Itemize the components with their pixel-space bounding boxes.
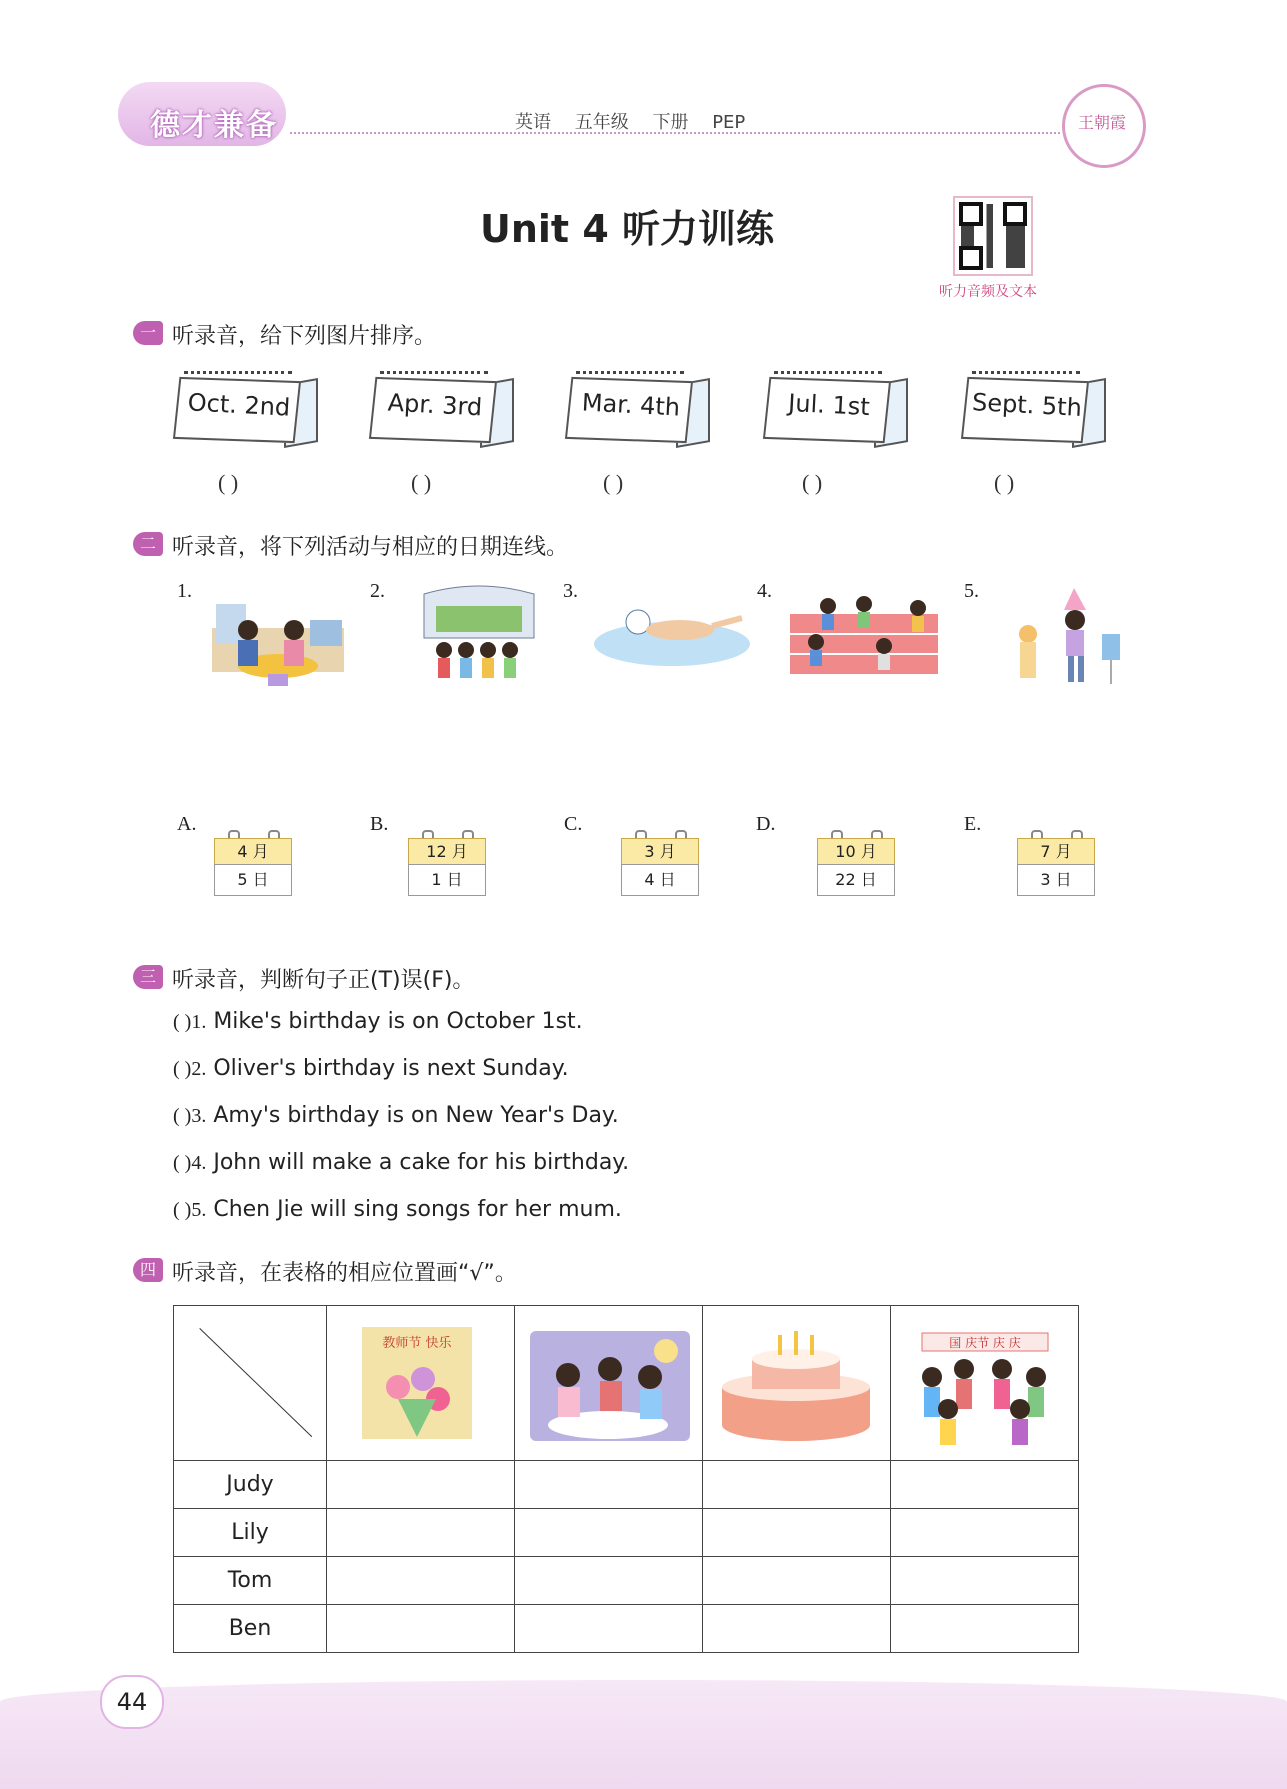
date-letter: A. (177, 813, 197, 835)
check-cell[interactable] (703, 1605, 891, 1653)
answer-blank[interactable]: ( ) (173, 1058, 192, 1080)
date-letter: D. (756, 813, 776, 835)
statement: Mike's birthday is on October 1st. (213, 1009, 583, 1034)
picture-number: 2. (370, 580, 385, 602)
picture-number: 1. (177, 580, 192, 602)
date-calendar-c (621, 830, 699, 894)
qr-label: 听力音频及文本 (939, 284, 1037, 300)
date-calendar-d (817, 830, 895, 894)
check-cell[interactable] (703, 1461, 891, 1509)
calendar-month: 4 月 (214, 838, 292, 866)
statement: Amy's birthday is on New Year's Day. (213, 1103, 619, 1128)
answer-blank[interactable]: ( ) (173, 1011, 192, 1033)
subject: 英语 (515, 112, 551, 133)
grade: 五年级 (574, 112, 629, 133)
date-letter: C. (564, 813, 583, 835)
check-cell[interactable] (327, 1509, 515, 1557)
sports-race-picture-icon (788, 594, 940, 676)
answer-blank[interactable]: ( ) (173, 1152, 192, 1174)
check-cell[interactable] (891, 1605, 1079, 1653)
check-cell[interactable] (515, 1461, 703, 1509)
check-cell[interactable] (891, 1509, 1079, 1557)
check-cell[interactable] (327, 1605, 515, 1653)
statement: Oliver's birthday is next Sunday. (213, 1056, 569, 1081)
table-row (174, 1605, 1079, 1653)
check-cell[interactable] (703, 1509, 891, 1557)
true-false-item: ( )5. Chen Jie will sing songs for her mum. (173, 1197, 622, 1222)
table-corner (174, 1306, 327, 1461)
section-3-number: 三 (133, 965, 163, 989)
calendar-date: Sept. 5th (971, 388, 1083, 422)
section-1-number: 一 (133, 321, 163, 345)
answer-blank[interactable]: ( ) (411, 470, 432, 495)
calendar-month: 12 月 (408, 838, 486, 866)
flower-card-picture-icon (328, 1307, 513, 1454)
row-name: Tom (174, 1557, 327, 1605)
date-calendar-b (408, 830, 486, 894)
calendar-date: Oct. 2nd (187, 388, 291, 422)
answer-blank[interactable]: ( ) (802, 470, 823, 495)
true-false-item: ( )2. Oliver's birthday is next Sunday. (173, 1056, 569, 1081)
card-caption: 教师节 快乐 (382, 1336, 452, 1351)
mid-autumn-picture-icon (516, 1307, 701, 1454)
footer-decoration (0, 1680, 1287, 1789)
picture-number: 3. (563, 580, 578, 602)
picture-number: 5. (964, 580, 979, 602)
volume: 下册 (652, 112, 689, 133)
check-cell[interactable] (515, 1605, 703, 1653)
check-cell[interactable] (327, 1557, 515, 1605)
check-cell[interactable] (891, 1557, 1079, 1605)
birthday-picture-icon (1008, 584, 1126, 686)
answer-blank[interactable]: ( ) (218, 470, 239, 495)
calendar-day: 1 日 (408, 864, 486, 896)
statement: Chen Jie will sing songs for her mum. (213, 1197, 622, 1222)
check-cell[interactable] (703, 1557, 891, 1605)
calendar-day: 3 日 (1017, 864, 1095, 896)
seal-text: 王朝霞 (1077, 113, 1126, 132)
desk-calendar-3 (568, 365, 708, 445)
calendar-date: Jul. 1st (787, 388, 871, 422)
calendar-day: 4 日 (621, 864, 699, 896)
row-name: Lily (174, 1509, 327, 1557)
section-1-heading: 听录音，给下列图片排序。 (172, 324, 437, 349)
answer-blank[interactable]: ( ) (603, 470, 624, 495)
calendar-month: 10 月 (817, 838, 895, 866)
row-name: Ben (174, 1605, 327, 1653)
true-false-item: ( )4. John will make a cake for his birthday. (173, 1150, 630, 1175)
check-cell[interactable] (327, 1461, 515, 1509)
statement: John will make a cake for his birthday. (213, 1150, 630, 1175)
date-calendar-a (214, 830, 292, 894)
calendar-day: 5 日 (214, 864, 292, 896)
table-row (174, 1461, 1079, 1509)
check-cell[interactable] (891, 1461, 1079, 1509)
school-trip-picture-icon (414, 584, 544, 690)
calendar-date: Mar. 4th (581, 388, 681, 422)
answer-blank[interactable]: ( ) (994, 470, 1015, 495)
tea-party-picture-icon (210, 600, 346, 690)
answer-blank[interactable]: ( ) (173, 1105, 192, 1127)
row-name: Judy (174, 1461, 327, 1509)
calendar-month: 7 月 (1017, 838, 1095, 866)
section-4-number: 四 (133, 1258, 163, 1282)
calendar-month: 3 月 (621, 838, 699, 866)
edition: PEP (712, 112, 746, 133)
desk-calendar-1 (176, 365, 316, 445)
answer-blank[interactable]: ( ) (173, 1199, 192, 1221)
check-cell[interactable] (515, 1557, 703, 1605)
column-header (515, 1306, 703, 1461)
true-false-item: ( )1. Mike's birthday is on October 1st. (173, 1009, 583, 1034)
section-3-heading: 听录音，判断句子正(T)误(F)。 (172, 968, 475, 993)
page-title: Unit 4 听力训练 (480, 207, 774, 251)
desk-calendar-5 (964, 365, 1104, 445)
check-table (173, 1305, 1079, 1653)
national-day-picture-icon (892, 1307, 1077, 1454)
swimming-picture-icon (592, 596, 752, 668)
banner-caption: 国 庆节 庆 庆 (949, 1336, 1021, 1350)
date-letter: B. (370, 813, 389, 835)
page-number: 44 (100, 1675, 164, 1729)
date-calendar-e (1017, 830, 1095, 894)
section-4-heading: 听录音，在表格的相应位置画“√”。 (172, 1261, 517, 1286)
column-header (327, 1306, 515, 1461)
section-2-heading: 听录音，将下列活动与相应的日期连线。 (172, 535, 569, 560)
cake-picture-icon (704, 1307, 889, 1454)
picture-number: 4. (757, 580, 772, 602)
desk-calendar-4 (766, 365, 906, 445)
calendar-day: 22 日 (817, 864, 895, 896)
brand-name: 德才兼备 (150, 108, 278, 143)
column-header (703, 1306, 891, 1461)
desk-calendar-2 (372, 365, 512, 445)
table-row (174, 1509, 1079, 1557)
qr-code-icon[interactable] (953, 196, 1033, 276)
header-meta (515, 108, 763, 134)
date-letter: E. (964, 813, 982, 835)
section-2-number: 二 (133, 532, 163, 556)
true-false-item: ( )3. Amy's birthday is on New Year's Day. (173, 1103, 619, 1128)
check-cell[interactable] (515, 1509, 703, 1557)
column-header (891, 1306, 1079, 1461)
table-row (174, 1557, 1079, 1605)
calendar-date: Apr. 3rd (387, 388, 483, 422)
